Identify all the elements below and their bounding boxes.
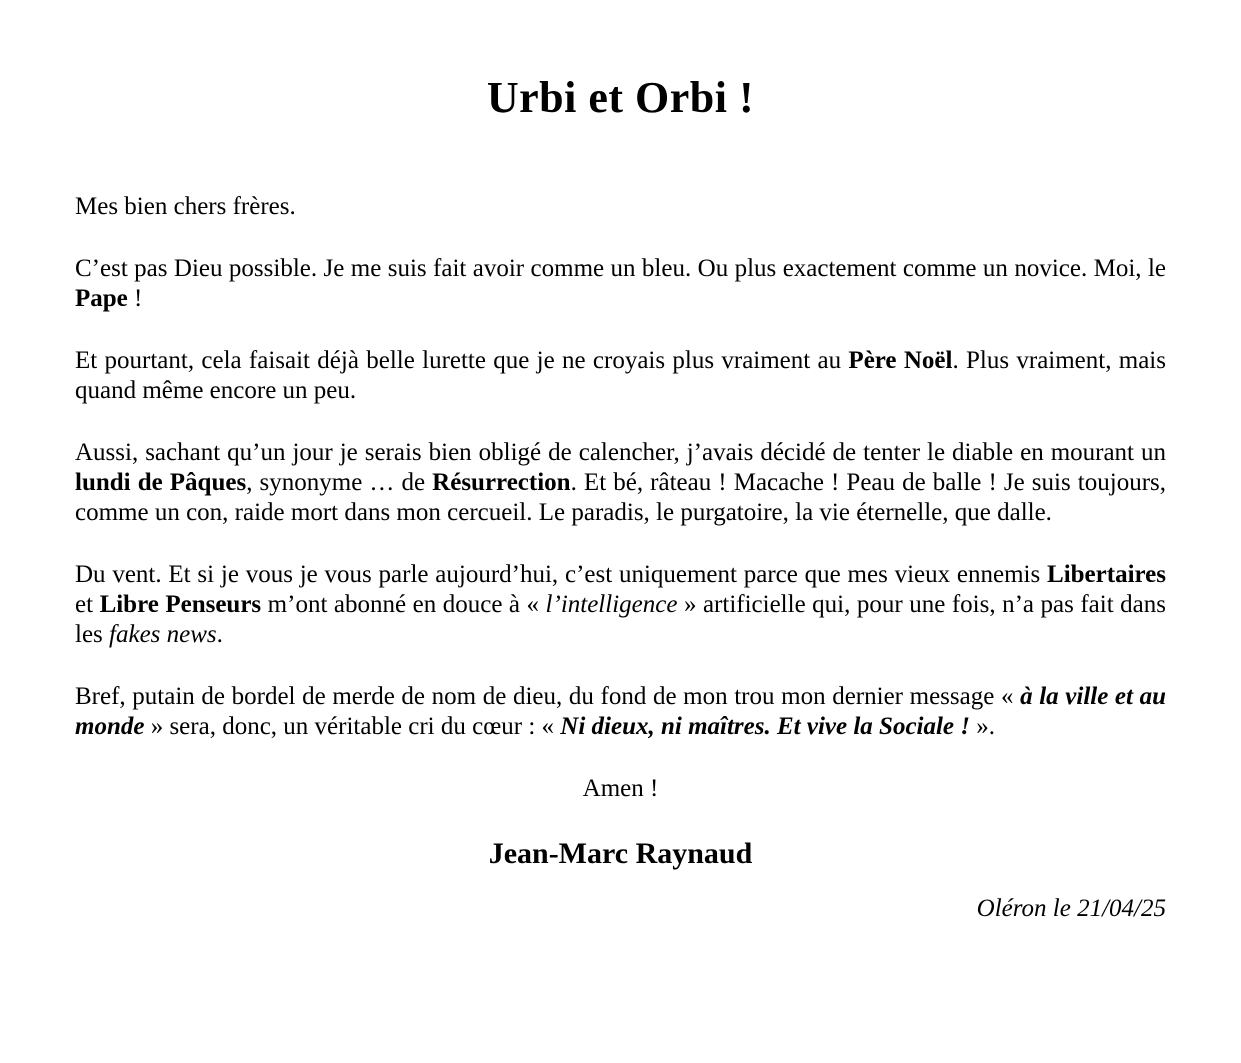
text-run: . Et bé, râteau ! Macache ! Peau de balle ! Je suis toujours, comme un con, raide mort dans mon cercueil. Le paradis, le purgatoire, la vie éternelle, que dalle. bbox=[75, 469, 1166, 526]
signature-line: Jean-Marc Raynaud bbox=[488, 837, 753, 870]
text-run: Bref, putain de bordel de merde de nom de dieu, du fond de mon trou mon dernier message « bbox=[75, 683, 1021, 710]
text-run: Aussi, sachant qu’un jour je serais bien obligé de calencher, j’avais décidé de tenter le diable en mourant un bbox=[75, 439, 1166, 466]
paragraph bbox=[75, 560, 1166, 650]
text-run: Pape bbox=[75, 285, 128, 312]
text-run: » artificielle qui, pour une fois, n’a pas fait dans les bbox=[75, 591, 1167, 648]
text-run: , synonyme … de bbox=[246, 469, 433, 496]
dateline: Oléron le 21/04/25 bbox=[976, 895, 1166, 922]
text-run: . bbox=[216, 621, 223, 648]
document-title: Urbi et Orbi ! bbox=[486, 73, 755, 122]
text-run: et bbox=[75, 591, 100, 618]
paragraph bbox=[75, 192, 1166, 222]
text-run: Et pourtant, cela faisait déjà belle lurette que je ne croyais plus vraiment au bbox=[75, 347, 849, 374]
text-run: lundi de Pâques bbox=[75, 469, 247, 496]
text-run: fakes news bbox=[109, 621, 217, 648]
text-run: Résurrection bbox=[432, 469, 571, 496]
text-run: . Plus vraiment, mais quand même encore un peu. bbox=[75, 347, 1166, 404]
letter-body bbox=[75, 192, 1166, 742]
text-run: Du vent. Et si je vous je vous parle aujourd’hui, c’est uniquement parce que mes vieux ennemis bbox=[75, 561, 1048, 588]
text-run: ». bbox=[970, 713, 996, 740]
paragraph bbox=[75, 346, 1166, 406]
amen-line: Amen ! bbox=[582, 775, 659, 802]
letter-closing bbox=[75, 774, 1166, 924]
text-run: » sera, donc, un véritable cri du cœur : « bbox=[144, 713, 561, 740]
text-run: Ni dieux, ni maîtres. Et vive la Sociale ! bbox=[560, 713, 971, 740]
text-run: C’est pas Dieu possible. Je me suis fait avoir comme un bleu. Ou plus exactement comme un novice. Moi, le bbox=[75, 255, 1166, 282]
text-run: Père Noël bbox=[848, 347, 953, 374]
text-run: Libre Penseurs bbox=[99, 591, 262, 618]
text-run: m’ont abonné en douce à « bbox=[261, 591, 546, 618]
paragraph bbox=[75, 682, 1166, 742]
text-run: l’intelligence bbox=[545, 591, 678, 618]
paragraph bbox=[75, 254, 1166, 314]
paragraph bbox=[75, 438, 1166, 528]
text-run: Mes bien chers frères. bbox=[75, 193, 296, 220]
text-run: Libertaires bbox=[1047, 561, 1166, 588]
text-run: ! bbox=[127, 285, 143, 312]
text-run: à la ville et au monde bbox=[75, 683, 1167, 740]
